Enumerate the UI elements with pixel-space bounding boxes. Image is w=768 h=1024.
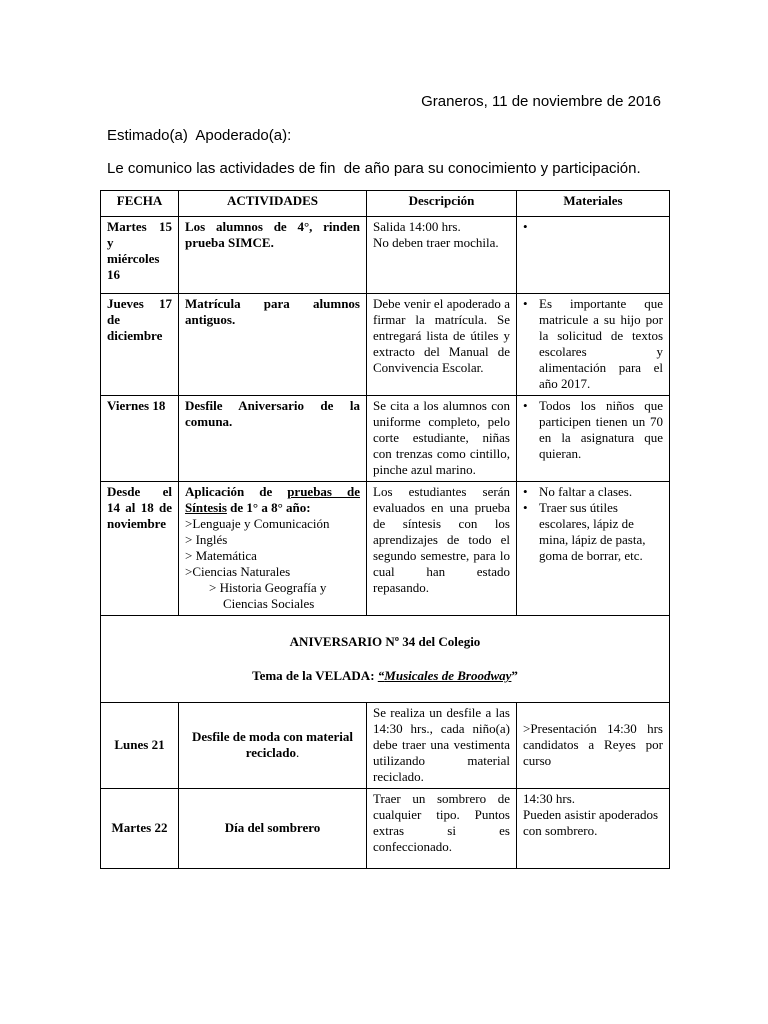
activities-table bbox=[100, 190, 670, 869]
subject-item: >Ciencias Naturales bbox=[185, 564, 291, 579]
actividad-cell: Los alumnos de 4°, rinden prueba SIMCE. bbox=[179, 217, 367, 294]
fecha-cell: Jueves 17 de diciembre bbox=[101, 294, 179, 396]
aniversario-cell bbox=[101, 616, 670, 703]
velada-theme-value: Musicales de Broodway bbox=[384, 668, 512, 683]
descripcion-cell: Traer un sombrero de cualquier tipo. Puntos extras si es confeccionado. bbox=[367, 789, 517, 869]
materiales-cell: >Presentación 14:30 hrs candidatos a Reyes por curso bbox=[517, 703, 670, 789]
velada-theme: Tema de la VELADA: “Musicales de Broodway” bbox=[252, 668, 518, 683]
column-header-materiales: Materiales bbox=[517, 191, 670, 217]
bullet-item: • Traer sus útiles escolares, lápiz de mina, lápiz de pasta, goma de borrar, etc. bbox=[523, 500, 663, 564]
fecha-cell: Lunes 21 bbox=[101, 703, 179, 789]
descripcion-cell: Debe venir el apoderado a firmar la matrícula. Se entregará lista de útiles y extracto del Manual de Convivencia Escolar. bbox=[367, 294, 517, 396]
materiales-cell bbox=[517, 482, 670, 616]
column-header-descripcion: Descripción bbox=[367, 191, 517, 217]
subject-item: >Lenguaje y Comunicación bbox=[185, 516, 330, 531]
subject-item: Ciencias Sociales bbox=[223, 596, 315, 611]
descripcion-cell: Se realiza un desfile a las 14:30 hrs., cada niño(a) debe traer una vestimenta utilizando material reciclado. bbox=[367, 703, 517, 789]
materiales-cell: 14:30 hrs. Pueden asistir apoderados con sombrero. bbox=[517, 789, 670, 869]
pruebas-link[interactable]: pruebas de Síntesis bbox=[185, 484, 360, 515]
subject-item: > Inglés bbox=[185, 532, 228, 547]
descripcion-cell: Salida 14:00 hrs. No deben traer mochila. bbox=[367, 217, 517, 294]
fecha-cell: Viernes 18 bbox=[101, 396, 179, 482]
materiales-cell bbox=[517, 294, 670, 396]
bullet-item: • Todos los niños que participen tienen un 70 en la asignatura que quieran. bbox=[523, 398, 663, 462]
table-row bbox=[101, 396, 670, 482]
column-header-fecha: FECHA bbox=[101, 191, 179, 217]
actividad-cell: Día del sombrero bbox=[179, 789, 367, 869]
materiales-cell bbox=[517, 217, 670, 294]
table-row bbox=[101, 482, 670, 616]
descripcion-cell: Los estudiantes serán evaluados en una prueba de síntesis con los aprendizajes de todo el segundo semestre, para lo cual han estado repasando. bbox=[367, 482, 517, 616]
actividad-cell: Desfile Aniversario de la comuna. bbox=[179, 396, 367, 482]
actividad-cell: Matrícula para alumnos antiguos. bbox=[179, 294, 367, 396]
date-line: Graneros, 11 de noviembre de 2016 bbox=[421, 93, 661, 110]
table-row bbox=[101, 789, 670, 869]
subject-item: > Historia Geografía y bbox=[209, 580, 327, 595]
table-header-row bbox=[101, 191, 670, 217]
table-row bbox=[101, 217, 670, 294]
greeting: Estimado(a) Apoderado(a): bbox=[107, 127, 292, 144]
fecha-cell: Desde el 14 al 18 de noviembre bbox=[101, 482, 179, 616]
intro-text: Le comunico las actividades de fin de año para su conocimiento y participación. bbox=[107, 160, 641, 177]
materiales-cell bbox=[517, 396, 670, 482]
actividad-cell: Aplicación de pruebas de Síntesis de 1° a 8° año: >Lenguaje y Comunicación > Inglés > Matemática >Ciencias Naturales > Historia Geografía y Ciencias Sociales bbox=[179, 482, 367, 616]
descripcion-cell: Se cita a los alumnos con uniforme completo, pelo corte estudiante, niñas con trenzas como cintillo, pinche azul marino. bbox=[367, 396, 517, 482]
table-row bbox=[101, 294, 670, 396]
bullet-item: • Es importante que matricule a su hijo por la solicitud de textos escolares y alimentación para el año 2017. bbox=[523, 296, 663, 392]
fecha-cell: Martes 22 bbox=[101, 789, 179, 869]
bullet-item: • No faltar a clases. bbox=[523, 484, 663, 500]
aniversario-row bbox=[101, 616, 670, 703]
aniversario-title: ANIVERSARIO Nº 34 del Colegio bbox=[289, 634, 481, 649]
subject-item: > Matemática bbox=[185, 548, 257, 563]
fecha-cell: Martes 15 y miércoles 16 bbox=[101, 217, 179, 294]
table-row bbox=[101, 703, 670, 789]
actividad-cell: Desfile de moda con material reciclado. bbox=[179, 703, 367, 789]
column-header-actividades: ACTIVIDADES bbox=[179, 191, 367, 217]
